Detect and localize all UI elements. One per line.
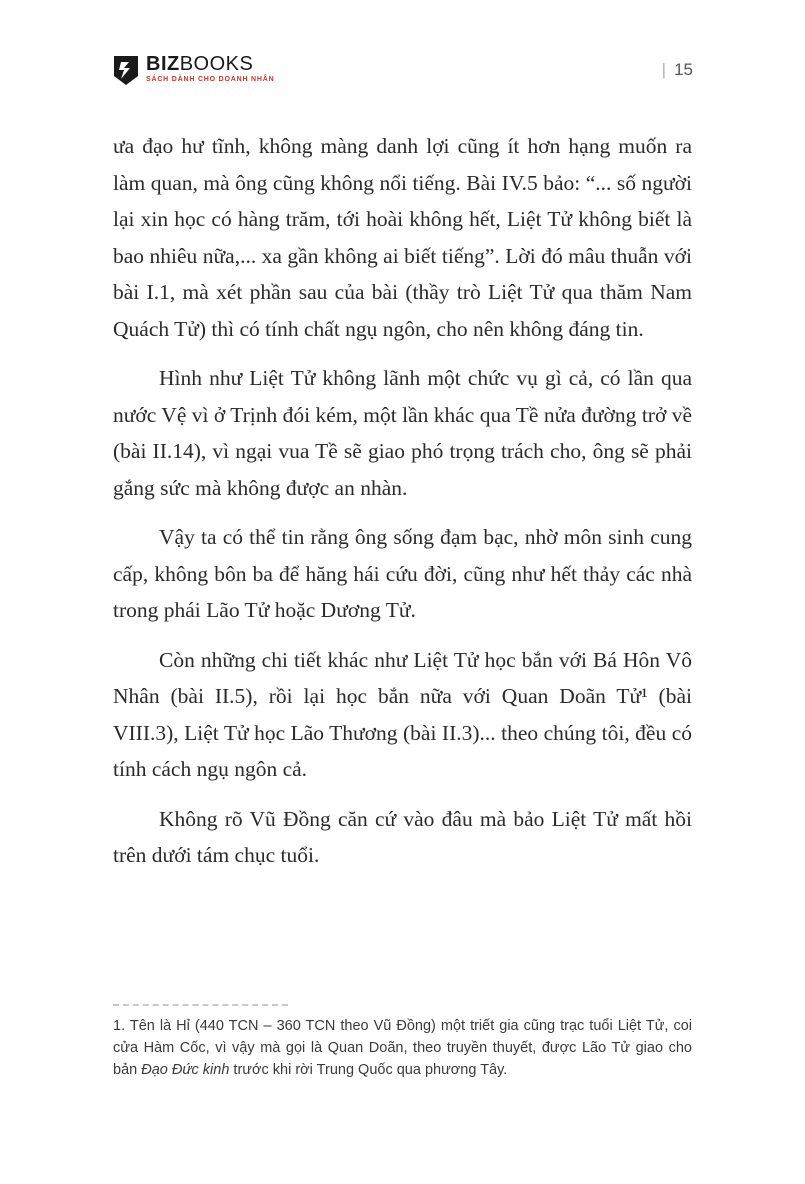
logo-text-group	[146, 54, 274, 83]
footnote-text-part-1: 1. Tên là Hỉ (440 TCN – 360 TCN theo Vũ Đồng) một triết gia cũng trạc tuổi Liệt Tử, coi cửa Hàm Cốc, vì vậy mà gọi là Quan Doãn, theo truyền thuyết, được Lão Tử giao cho bản	[113, 1018, 692, 1078]
page-header	[113, 54, 693, 86]
paragraph-1: ưa đạo hư tĩnh, không màng danh lợi cũng ít hơn hạng muốn ra làm quan, mà ông cũng không nổi tiếng. Bài IV.5 bảo: “... số người lại xin học có hàng trăm, tới hoài không hết, Liệt Tử không biết là bao nhiêu nữa,... xa gần không ai biết tiếng”. Lời đó mâu thuẫn với bài I.1, mà xét phần sau của bài (thầy trò Liệt Tử qua thăm Nam Quách Tử) thì có tính chất ngụ ngôn, cho nên không đáng tin.	[113, 134, 692, 341]
footnote	[113, 1004, 692, 1081]
logo-text-biz: BIZ	[146, 53, 180, 75]
bizbooks-logo-icon	[113, 54, 139, 86]
paragraph-3: Vậy ta có thể tin rằng ông sống đạm bạc, nhờ môn sinh cung cấp, không bôn ba để hăng hái cứu đời, cũng như hết thảy các nhà trong phái Lão Tử hoặc Dương Tử.	[113, 525, 692, 622]
page-number-value: 15	[674, 60, 693, 79]
logo-tagline: SÁCH DÀNH CHO DOANH NHÂN	[146, 76, 275, 83]
paragraph-2: Hình như Liệt Tử không lãnh một chức vụ gì cả, có lần qua nước Vệ vì ở Trịnh đói kém, một lần khác qua Tề nửa đường trở về (bài II.14), vì ngại vua Tề sẽ giao phó trọng trách cho, ông sẽ phải gắng sức mà không được an nhàn.	[113, 366, 692, 500]
paragraph-4: Còn những chi tiết khác như Liệt Tử học bắn với Bá Hôn Vô Nhân (bài II.5), rồi lại học bắn nữa với Quan Doãn Tử¹ (bài VIII.3), Liệt Tử học Lão Thương (bài II.3)... theo chúng tôi, đều có tính cách ngụ ngôn cả.	[113, 647, 692, 781]
page-number	[662, 60, 693, 80]
bizbooks-logo	[113, 54, 274, 86]
footnote-book-title-italic: Đạo Đức kinh	[141, 1062, 230, 1078]
body-text	[113, 128, 692, 887]
logo-text-books: BOOKS	[179, 53, 254, 75]
logo-wordmark	[146, 54, 274, 74]
footnote-text	[113, 1015, 692, 1081]
footnote-divider	[113, 1004, 288, 1006]
footnote-text-part-2: trước khi rời Trung Quốc qua phương Tây.	[229, 1062, 508, 1078]
paragraph-5: Không rõ Vũ Đồng căn cứ vào đâu mà bảo Liệt Tử mất hồi trên dưới tám chục tuổi.	[113, 806, 692, 867]
page-number-divider: |	[661, 60, 667, 79]
